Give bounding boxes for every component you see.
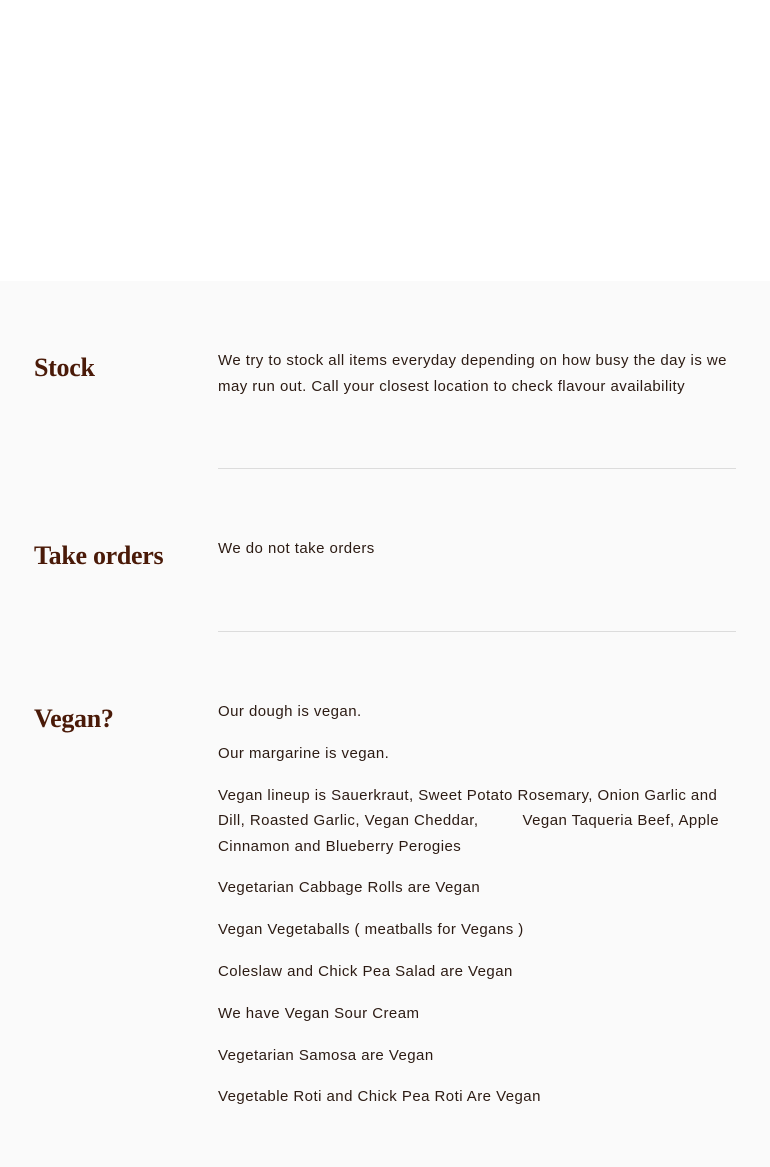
faq-section: [0, 281, 770, 1167]
vegan-item-samosa: Vegetarian Samosa are Vegan: [218, 1046, 434, 1064]
faq-question-vegan: Vegan?: [34, 704, 114, 733]
faq-answer-take-orders: [218, 536, 736, 562]
vegan-item-margarine: Our margarine is vegan.: [218, 744, 390, 762]
orders-answer-text: We do not take orders: [218, 540, 375, 557]
header-blank-area: [0, 0, 770, 281]
faq-answer-stock: [218, 348, 736, 399]
faq-question-stock: Stock: [34, 353, 95, 382]
vegan-item-roti: Vegetable Roti and Chick Pea Roti Are Vegan: [218, 1088, 541, 1106]
vegan-lineup-part1: Vegan lineup is Sauerkraut, Sweet Potato Rosemary, Onion Garlic and Dill, Roasted Garlic, Vegan Cheddar,: [218, 786, 718, 830]
vegan-lineup-part2: Vegan Taqueria Beef, Apple Cinnamon and Blueberry Perogies: [218, 812, 720, 855]
faq-divider: [218, 631, 736, 632]
vegan-item-vegetaballs: Vegan Vegetaballs ( meatballs for Vegans ): [218, 921, 524, 939]
faq-answer-vegan: [218, 699, 736, 1126]
vegan-item-sour-cream: We have Vegan Sour Cream: [218, 1004, 420, 1022]
faq-divider: [218, 468, 736, 469]
vegan-item-salads: Coleslaw and Chick Pea Salad are Vegan: [218, 962, 513, 980]
vegan-item-dough: Our dough is vegan.: [218, 703, 362, 720]
stock-answer-text: We try to stock all items everyday depending on how busy the day is we may run out. Call your closest location to check flavour availability: [218, 352, 727, 395]
vegan-item-cabbage-rolls: Vegetarian Cabbage Rolls are Vegan: [218, 879, 481, 897]
vegan-item-lineup: [218, 783, 736, 860]
faq-question-take-orders: Take orders: [34, 541, 164, 570]
